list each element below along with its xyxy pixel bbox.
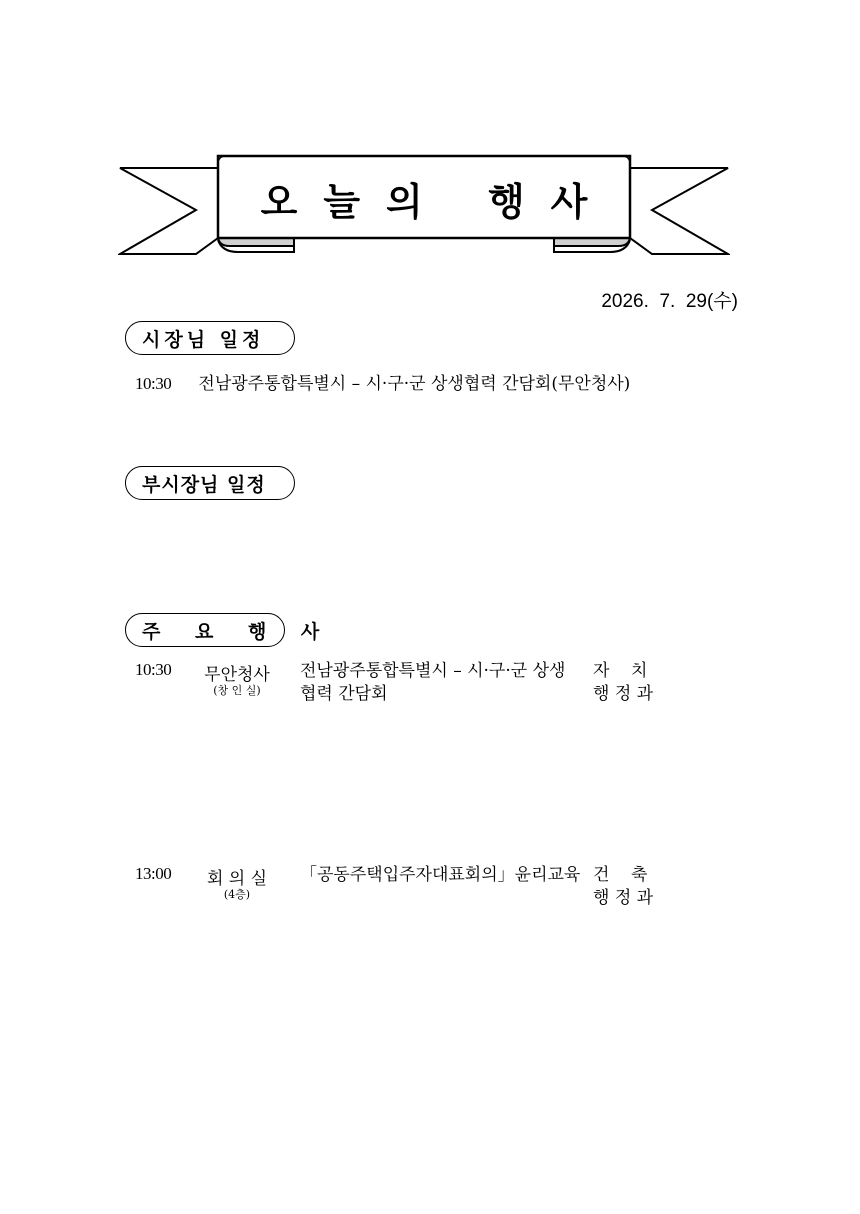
event-time: 13:00	[135, 864, 172, 883]
event-department	[593, 660, 663, 706]
event-item	[135, 864, 735, 924]
event-place: 회 의 실	[206, 869, 268, 889]
event-department-line: 행 정 과	[593, 684, 654, 704]
event-department-line: 행 정 과	[593, 888, 654, 908]
event-content-line: 전남광주통합특별시 – 시·구·군 상생	[300, 661, 566, 681]
mayor-item-text: 전남광주통합특별시 – 시·구·군 상생협력 간담회(무안청사)	[198, 374, 631, 394]
event-place-detail: (창 인 실)	[213, 684, 261, 697]
title-banner	[118, 148, 730, 260]
mayor-schedule-item	[135, 369, 630, 394]
event-content-line: 「공동주택입주자대표회의」윤리교육	[300, 865, 581, 885]
event-department-line: 건 축	[593, 865, 648, 885]
event-item	[135, 660, 735, 720]
section-heading-mayor: 시장님 일정	[125, 321, 295, 355]
event-time: 10:30	[135, 660, 172, 679]
event-place-detail: (4층)	[223, 888, 251, 901]
event-department	[593, 864, 663, 910]
event-place: 무안청사	[204, 665, 270, 685]
banner-title: 오늘의 행사	[260, 179, 614, 224]
section-heading-vice-mayor: 부시장님 일정	[125, 466, 295, 500]
document-date: 2026. 7. 29(수)	[601, 291, 738, 312]
event-content	[300, 864, 580, 887]
mayor-item-time: 10:30	[135, 374, 172, 393]
section-heading-events: 주 요 행 사	[125, 613, 285, 647]
event-content	[300, 660, 565, 706]
event-content-line: 협력 간담회	[300, 684, 388, 704]
event-department-line: 자 치	[593, 661, 648, 681]
